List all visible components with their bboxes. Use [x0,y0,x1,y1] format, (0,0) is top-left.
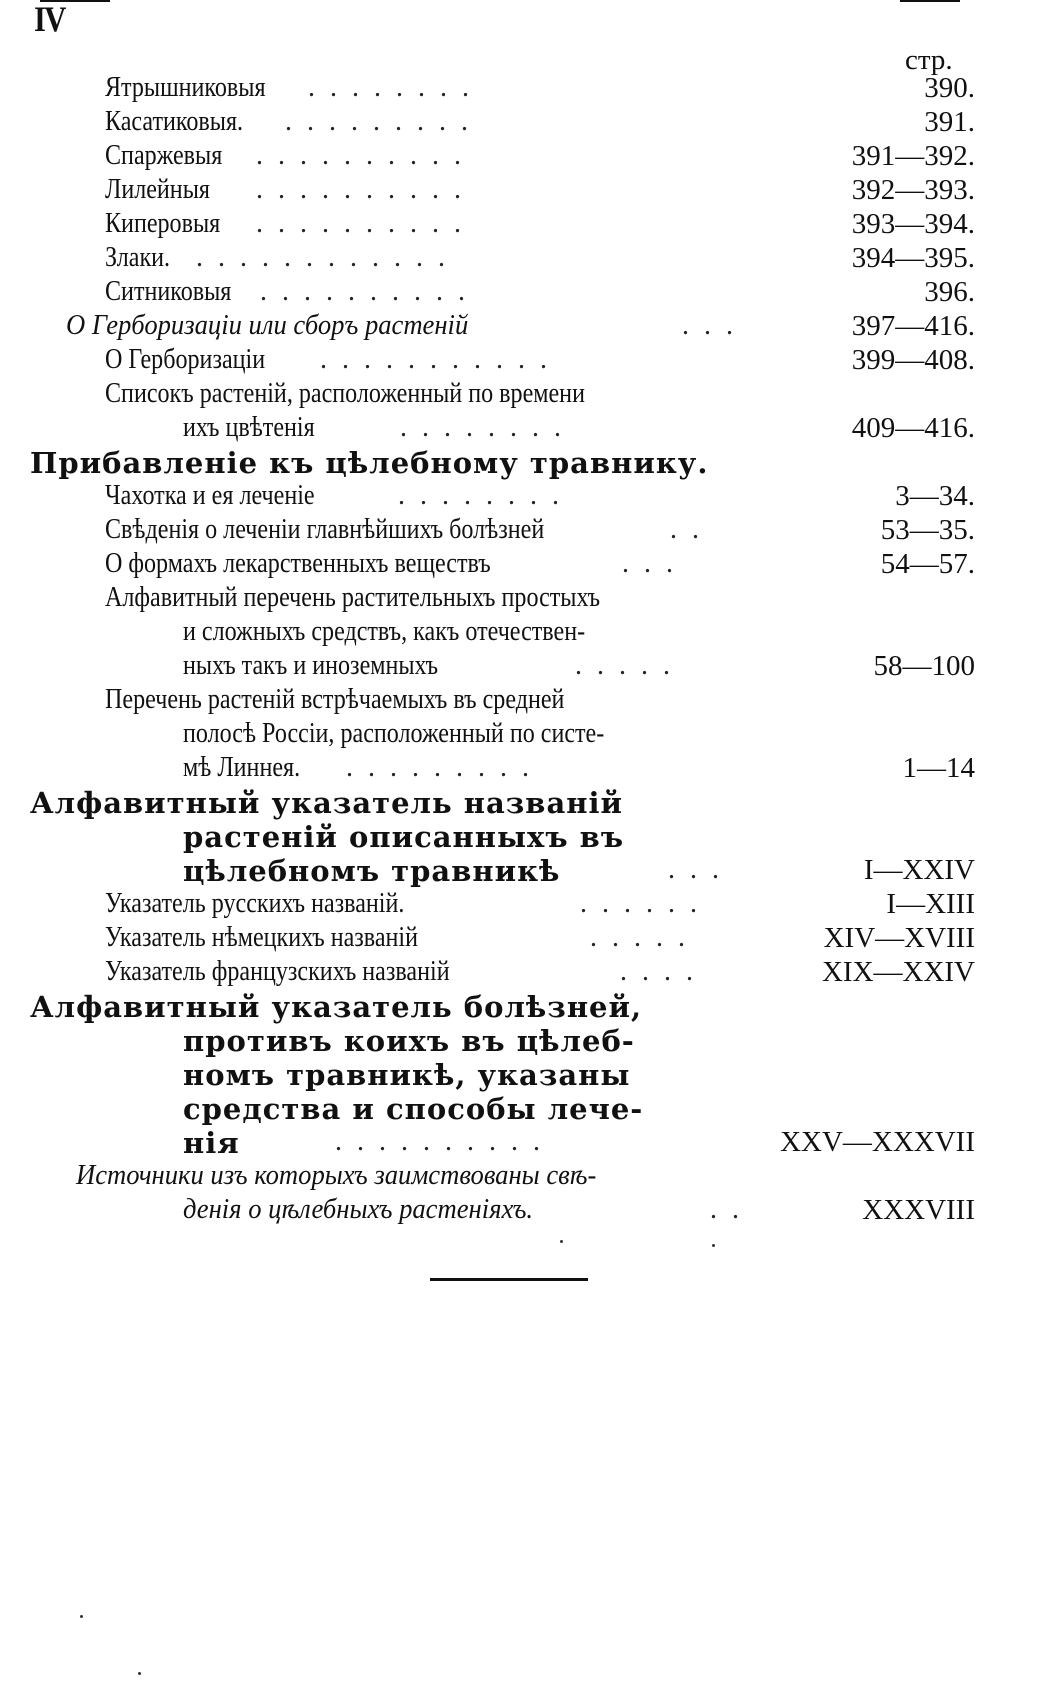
toc-entry [0,616,1041,652]
leader-dots: .......... [260,276,480,307]
toc-entry [0,752,1041,788]
toc-entry-page: I—XIII [886,888,975,920]
leader-dots: ..... [575,650,685,681]
toc-entry-text: Алфавитный перечень растительныхъ простыхъ [105,582,601,613]
toc-entry [0,276,1041,312]
toc-entry-text: номъ травникѣ, указаны [183,1058,631,1092]
toc-entry-page: 399—408. [851,344,975,376]
toc-entry-page: 397—416. [851,310,975,342]
print-speck [560,1240,563,1243]
leader-dots: ........ [398,480,574,511]
toc-entry-text: мѣ Линнея. [183,752,301,783]
toc-entry-text: Списокъ растеній, расположенный по времени [105,378,585,409]
toc-entry-page: XIV—XVIII [823,922,975,954]
leader-dots: ......... [346,752,544,783]
closing-rule [430,1278,588,1281]
toc-entry-page: 53—35. [880,514,975,546]
toc-entry-text: Ятрышниковыя [105,72,266,103]
toc-entry-text: и сложныхъ средствъ, какъ отечествен- [183,616,586,647]
toc-entry-page: I—XXIV [863,854,975,886]
toc-entry-text: противъ коихъ въ цѣлеб- [183,1024,635,1058]
section-heading [0,1058,1041,1094]
toc-entry [0,242,1041,278]
toc-entry-page: 409—416. [851,412,975,444]
leader-dots: ...... [580,888,712,919]
page-column-header: стр. [905,44,953,76]
toc-entry-page: 54—57. [880,548,975,580]
toc-entry-text: полосѣ Россіи, расположенный по систе- [183,718,605,749]
leader-dots: ........ [308,72,484,103]
leader-dots: .. [710,1194,754,1225]
toc-entry-text: Прибавленіе къ цѣлебному травнику. [30,446,709,480]
leader-dots: ............ [196,242,460,273]
toc-entry [0,888,1041,924]
toc-entry-text: Злаки. [105,242,171,273]
toc-entry [0,378,1041,414]
print-speck [80,1615,83,1618]
toc-entry [0,1160,1041,1196]
toc-entry-text: Алфавитный указатель названій [30,786,623,820]
toc-entry-text: Указатель русскихъ названій. [105,888,405,919]
toc-entry-text: Перечень растеній встрѣчаемыхъ въ средней [105,684,565,715]
section-heading [0,854,1041,890]
section-heading [0,446,1041,482]
toc-entry-page: 392—393. [851,174,975,206]
toc-entry-text: Касатиковыя. [105,106,244,137]
toc-entry-page: 58—100 [873,650,975,682]
toc-entry [0,72,1041,108]
toc-entry-text: О Герборизаціи [105,344,266,375]
section-heading [0,1126,1041,1162]
toc-entry-text: нія [183,1126,240,1160]
toc-entry [0,140,1041,176]
leader-dots: ..... [590,922,700,953]
toc-entry-text: ныхъ такъ и иноземныхъ [183,650,439,681]
toc-entry [0,1194,1041,1230]
toc-entry-text: О Герборизаціи или сборъ растеній [66,310,469,341]
toc-entry [0,412,1041,448]
leader-dots: ... [682,310,748,341]
toc-entry-text: Источники изъ которыхъ заимствованы свѣ- [76,1160,597,1191]
toc-entry [0,650,1041,686]
toc-entry-page: 391. [924,106,975,138]
toc-entry-text: Указатель французскихъ названій [105,956,450,987]
toc-entry-text: Ситниковыя [105,276,232,307]
toc-entry-text: О формахъ лекарственныхъ веществъ [105,548,491,579]
print-speck [712,1244,715,1247]
toc-entry-page: XIX—XXIV [821,956,975,988]
toc-entry [0,106,1041,142]
toc-entry-page: 390. [924,72,975,104]
section-heading [0,820,1041,856]
toc-entry-page: 394—395. [851,242,975,274]
leader-dots: .... [620,956,708,987]
toc-entry-text: Чахотка и ея леченіе [105,480,315,511]
toc-entry-text: Свѣденія о леченіи главнѣйшихъ болѣзней [105,514,545,545]
toc-entry [0,718,1041,754]
toc-entry-text: Алфавитный указатель болѣзней, [30,990,643,1024]
toc-entry [0,548,1041,584]
leader-dots: .......... [256,174,476,205]
toc-entry [0,208,1041,244]
toc-entry [0,684,1041,720]
toc-entry [0,174,1041,210]
toc-entry-text: Указатель нѣмецкихъ названій [105,922,419,953]
print-speck [138,1672,141,1675]
toc-entry [0,310,1041,346]
toc-entry-text: цѣлебномъ травникѣ [183,854,561,888]
section-heading [0,1092,1041,1128]
toc-entry-page: 396. [924,276,975,308]
page-number: IV [34,0,65,39]
toc-entry-text: растеній описанныхъ въ [183,820,625,854]
leader-dots: .......... [256,208,476,239]
toc-entry [0,344,1041,380]
toc-entry-page: 391—392. [851,140,975,172]
leader-dots: .......... [256,140,476,171]
leader-dots: ......... [285,106,483,137]
toc-entry-page: XXXVIII [862,1194,975,1226]
toc-entry [0,480,1041,516]
toc-entry [0,956,1041,992]
leader-dots: ... [668,854,734,885]
section-heading [0,1024,1041,1060]
leader-dots: ........... [320,344,562,375]
leader-dots: ........ [400,412,576,443]
toc-entry-text: средства и способы лече- [183,1092,644,1126]
toc-entry [0,514,1041,550]
toc-entry-page: XXV—XXXVII [780,1126,975,1158]
toc-entry [0,922,1041,958]
toc-entry-text: Киперовыя [105,208,221,239]
toc-entry-text: ихъ цвѣтенія [183,412,315,443]
toc-entry-text: денія о цѣлебныхъ растеніяхъ. [183,1194,534,1225]
leader-dots: .. [670,514,714,545]
leader-dots: ... [622,548,688,579]
section-heading [0,990,1041,1026]
toc-entry-text: Спаржевыя [105,140,223,171]
section-heading [0,786,1041,822]
toc-entry-text: Лилейныя [105,174,210,205]
toc-entry-page: 3—34. [895,480,975,512]
leader-dots: .......... [335,1126,555,1157]
toc-entry-page: 1—14 [902,752,975,784]
toc-entry-page: 393—394. [851,208,975,240]
toc-entry [0,582,1041,618]
